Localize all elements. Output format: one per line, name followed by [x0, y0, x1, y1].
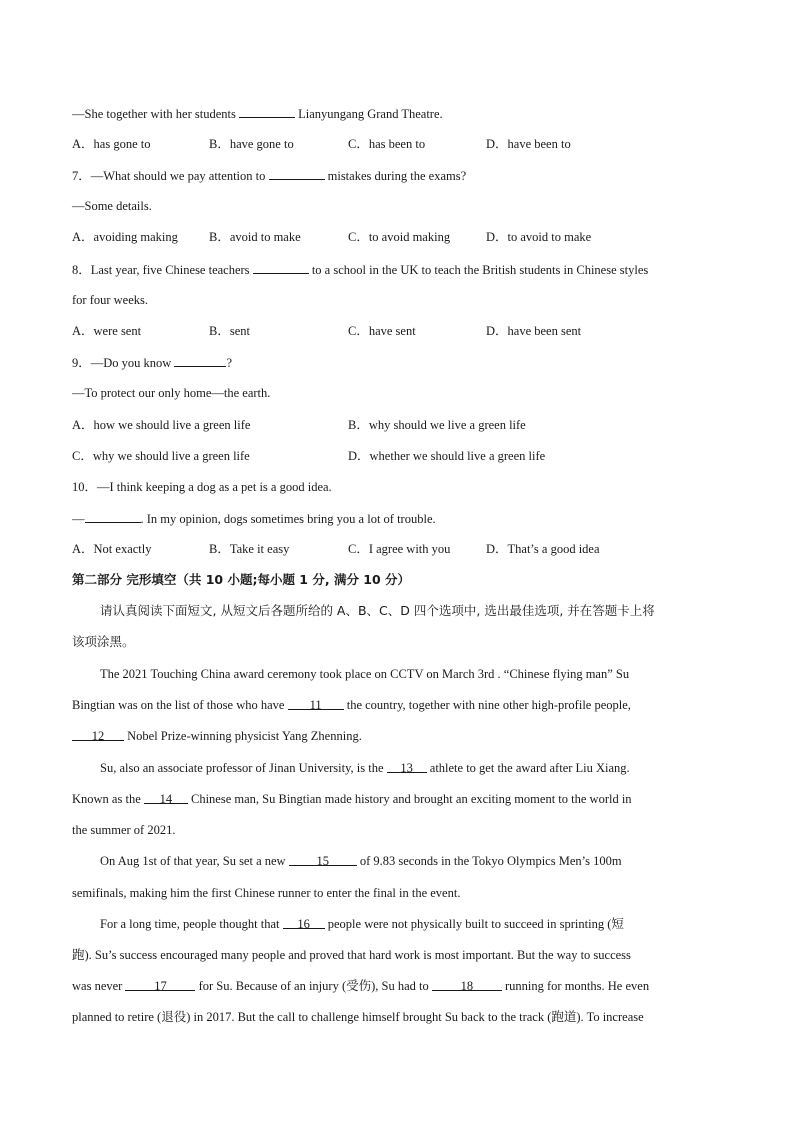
p1-l3-after: Nobel Prize-winning physicist Yang Zhenning. [124, 729, 362, 743]
passage-p1-line2 [72, 696, 732, 714]
p4-l3-mid: for Su. Because of an injury (受伤), Su had to [195, 979, 432, 993]
q7-stem-before: 7．—What should we pay attention to [72, 169, 269, 183]
q9-option-c[interactable]: C．why we should live a green life [72, 449, 250, 463]
q10-reply-before: — [72, 512, 85, 526]
q7-option-d[interactable]: D．to avoid to make [486, 230, 592, 244]
p4-l3-before: was never [72, 979, 126, 993]
q9-reply: —To protect our only home—the earth. [72, 386, 271, 400]
q10-blank[interactable] [85, 509, 141, 523]
q9-stem [72, 353, 732, 372]
blank-18[interactable]: 18 [432, 977, 502, 991]
q6-reply-line [72, 104, 732, 123]
p1-l2-after: the country, together with nine other high-profile people, [343, 698, 631, 712]
q7-stem [72, 166, 732, 185]
q7-option-a[interactable]: A．avoiding making [72, 230, 178, 244]
p2-l1-after: athlete to get the award after Liu Xiang. [426, 761, 630, 775]
q8-stem-line2: for four weeks. [72, 293, 149, 307]
q6-option-c[interactable]: C．has been to [348, 137, 426, 151]
q7-option-b[interactable]: B．avoid to make [209, 230, 301, 244]
q8-blank[interactable] [253, 260, 309, 274]
q10-option-b[interactable]: B．Take it easy [209, 542, 290, 556]
passage-p3-line1 [100, 852, 732, 870]
p2-l1-before: Su, also an associate professor of Jinan University, is the [100, 761, 387, 775]
p4-l1-before: For a long time, people thought that [100, 917, 283, 931]
blank-15[interactable]: 15 [289, 852, 357, 866]
passage-p4-line2: 跑). Su’s success encouraged many people and proved that hard work is most important. But the way to success [72, 948, 631, 962]
q6-text-after: Lianyungang Grand Theatre. [295, 107, 443, 121]
p4-l3-after: running for months. He even [501, 979, 650, 993]
q8-stem-before: 8．Last year, five Chinese teachers [72, 263, 253, 277]
q10-reply-after: . In my opinion, dogs sometimes bring you a lot of trouble. [140, 512, 436, 526]
passage-p2-line3: the summer of 2021. [72, 823, 176, 837]
p3-l1-after: of 9.83 seconds in the Tokyo Olympics Men’s 100m [356, 854, 622, 868]
p3-l1-before: On Aug 1st of that year, Su set a new [100, 854, 289, 868]
q6-option-a[interactable]: A．has gone to [72, 137, 151, 151]
q7-blank[interactable] [269, 166, 325, 180]
blank-12[interactable]: 12 [72, 727, 124, 741]
q7-stem-after: mistakes during the exams? [324, 169, 467, 183]
passage-p1-line3 [72, 727, 732, 745]
q10-stem: 10．—I think keeping a dog as a pet is a good idea. [72, 480, 332, 494]
q8-option-d[interactable]: D．have been sent [486, 324, 582, 338]
passage-p3-line2: semifinals, making him the first Chinese runner to enter the final in the event. [72, 886, 461, 900]
q10-option-c[interactable]: C．I agree with you [348, 542, 451, 556]
q10-option-d[interactable]: D．That’s a good idea [486, 542, 600, 556]
passage-p4-line4: planned to retire (退役) in 2017. But the call to challenge himself brought Su back to the track (跑道). To increase [72, 1010, 644, 1024]
passage-p4-line1 [100, 915, 732, 933]
p4-l1-after: people were not physically built to succeed in sprinting (短 [324, 917, 624, 931]
q8-option-b[interactable]: B．sent [209, 324, 250, 338]
blank-11[interactable]: 11 [288, 696, 344, 710]
section-instruction: 请认真阅读下面短文, 从短文后各题所给的 A、B、C、D 四个选项中, 选出最佳选项, 并在答题卡上将 [100, 603, 655, 618]
blank-13[interactable]: 13 [387, 759, 427, 773]
passage-p2-line1 [100, 759, 732, 777]
q8-stem-after: to a school in the UK to teach the British students in Chinese styles [308, 263, 649, 277]
section-instruction-line2: 该项涂黑。 [72, 634, 135, 649]
q8-option-c[interactable]: C．have sent [348, 324, 416, 338]
q8-stem [72, 260, 732, 279]
q9-option-d[interactable]: D．whether we should live a green life [348, 449, 546, 463]
q6-text-before: —She together with her students [72, 107, 239, 121]
blank-17[interactable]: 17 [125, 977, 195, 991]
q9-option-b[interactable]: B．why should we live a green life [348, 418, 526, 432]
q10-option-a[interactable]: A．Not exactly [72, 542, 152, 556]
q7-reply: —Some details. [72, 199, 152, 213]
q9-blank[interactable] [174, 353, 226, 367]
q6-option-b[interactable]: B．have gone to [209, 137, 294, 151]
q8-option-a[interactable]: A．were sent [72, 324, 142, 338]
p2-l2-before: Known as the [72, 792, 144, 806]
q6-blank[interactable] [239, 104, 295, 118]
passage-p4-line3 [72, 977, 732, 995]
blank-14[interactable]: 14 [144, 790, 188, 804]
q9-option-a[interactable]: A．how we should live a green life [72, 418, 251, 432]
q10-reply [72, 509, 732, 528]
blank-16[interactable]: 16 [283, 915, 325, 929]
q9-stem-before: 9．—Do you know [72, 356, 175, 370]
q7-option-c[interactable]: C．to avoid making [348, 230, 451, 244]
passage-p1-line1: The 2021 Touching China award ceremony took place on CCTV on March 3rd . “Chinese flying man” Su [100, 667, 630, 681]
q9-stem-after: ? [226, 356, 232, 370]
section-heading: 第二部分 完形填空（共 10 小题;每小题 1 分, 满分 10 分） [72, 572, 411, 587]
p2-l2-after: Chinese man, Su Bingtian made history and brought an exciting moment to the world in [187, 792, 632, 806]
q6-option-d[interactable]: D．have been to [486, 137, 571, 151]
p1-l2-before: Bingtian was on the list of those who have [72, 698, 288, 712]
passage-p2-line2 [72, 790, 732, 808]
